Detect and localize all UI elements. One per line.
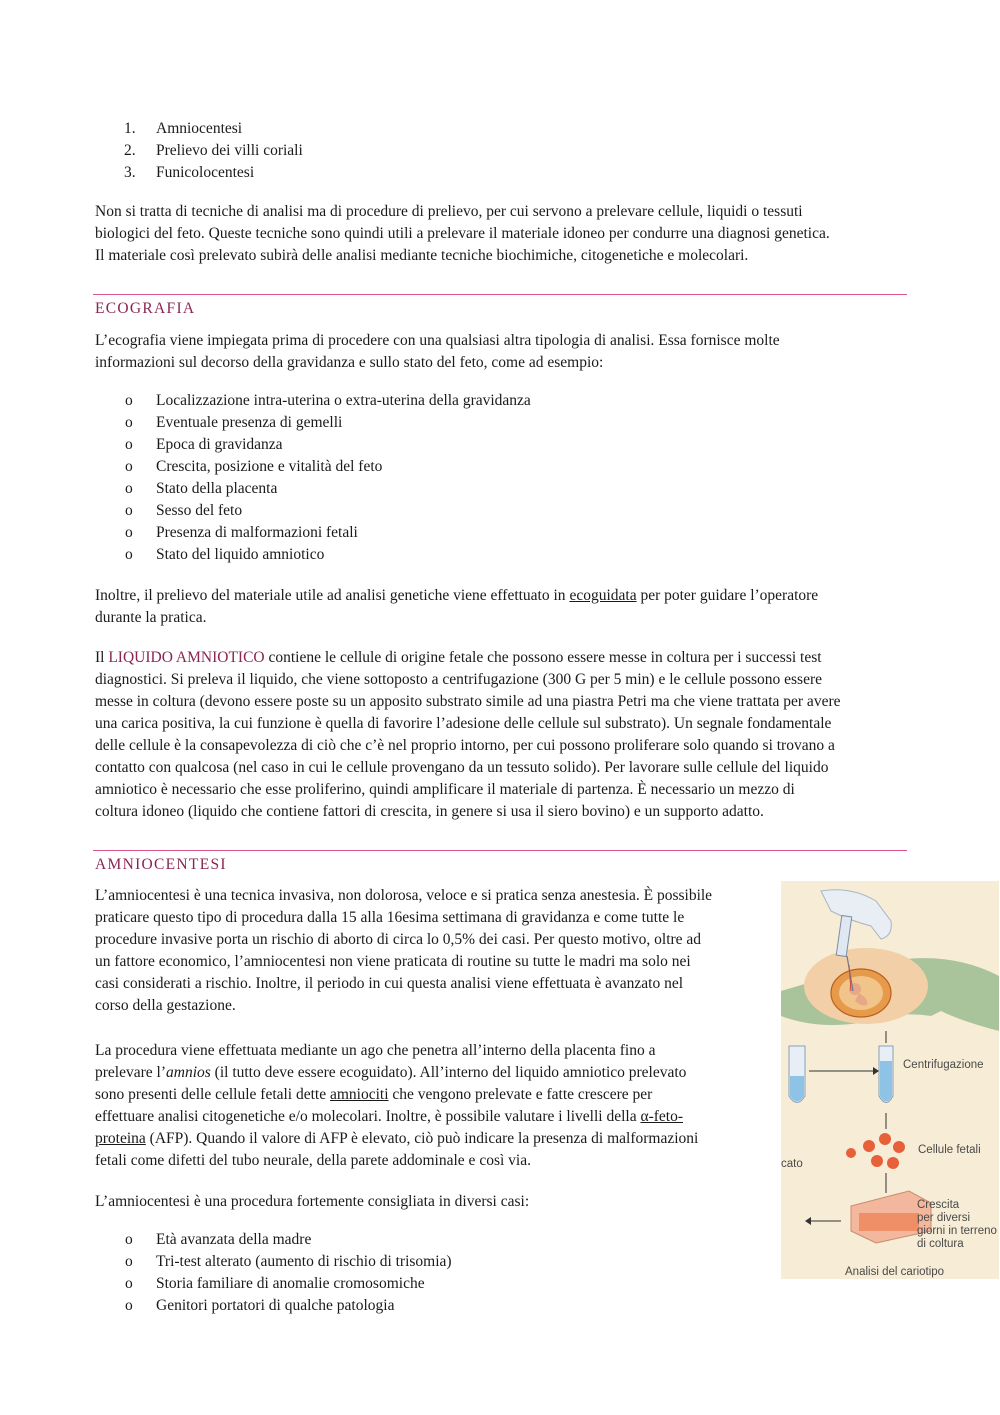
bullet-marker: o [125, 524, 133, 541]
bullet-marker: o [125, 436, 133, 453]
text-line: L’amniocentesi è una tecnica invasiva, non dolorosa, veloce e si pratica senza anestesia. È possibile [95, 887, 713, 904]
fetal-cell-shape [879, 1133, 891, 1145]
list-number: 2. [124, 142, 136, 159]
fetal-cell-shape [846, 1148, 856, 1158]
ecoguidata-paragraph: Inoltre, il prelievo del materiale utile ad analisi genetiche viene effettuato in ecoguidata per poter guidare l’operatore durante la pratica. [95, 587, 819, 626]
section-divider [93, 850, 907, 851]
amniocentesis-illustration [781, 881, 999, 1279]
bullet-marker: o [125, 1297, 133, 1314]
list-number: 3. [124, 164, 136, 181]
bullet-marker: o [125, 546, 133, 563]
bullet-marker: o [125, 1253, 133, 1270]
section-divider [93, 294, 907, 295]
bullet-marker: o [125, 392, 133, 409]
liquido-amniotico-paragraph: Il LIQUIDO AMNIOTICO contiene le cellule di origine fetale che possono essere messe in coltura per i successi test diagnostici. Si preleva il liquido, che viene sottoposto a centrifugazione (300 G per 5 min) e le cellule possono essere messe in coltura (devono essere poste su un apposito substrato simile ad una piastra Petri ma che viene trattata per avere una carica positiva, la cui funzione è quella di favorire l’adesione delle cellule sul substrato). Un segnale fondamentale delle cellule è la consapevolezza di ciò che c’è nel proprio intorno, per cui possono proliferare solo quando si trovano a contatto con qualcosa (nel caso in cui le cellule provengano da un tessuto solido). Per lavorare sulle cellule del liquido amniotico è necessario che esse proliferino, quindi amplificare il materiale di partenza. È necessario un mezzo di coltura idoneo (liquido che contiene fattori di crescita, in genere si usa il siero bovino) e un supporto adatto. [95, 647, 840, 823]
test-tube-1-liquid [790, 1076, 804, 1102]
amniocentesi-paragraph-2: La procedura viene effettuata mediante un ago che penetra all’interno della placenta fino a prelevare l’amnios (il tutto deve essere ecoguidato). All’interno del liquido amniotico prelevato sono presenti delle cellule fetali dette amniociti che vengono prelevate e fatte crescere per effettuare analisi citogenetiche e/o molecolari. Inoltre, è possibile valutare i livelli della α-feto- proteina (AFP). Quando il valore di AFP è elevato, ciò può indicare la presenza di malformazioni fetali come difetti del tubo neurale, della parete addominale e così via. [95, 1042, 699, 1169]
text-line: messe in coltura (devono essere poste su un apposito substrato simile ad una piastra Petri ma che viene trattata per avere [95, 693, 841, 710]
growth-label-line-4: di coltura [917, 1238, 964, 1250]
amniocentesi-heading: AMNIOCENTESI [95, 856, 227, 873]
text-line: delle cellule è la consapevolezza di ciò che c’è nel proprio intorno, per cui possono proliferare solo quando si trovano a [95, 737, 835, 754]
bullet-marker: o [125, 1231, 133, 1248]
list-item-label: Stato della placenta [156, 480, 278, 497]
bullet-marker: o [125, 502, 133, 519]
flow-arrow-1-head [873, 1067, 879, 1075]
list-item-label: Epoca di gravidanza [156, 436, 283, 453]
growth-label-line-3: giorni in terreno [917, 1225, 997, 1237]
centrifuge-label: Centrifugazione [903, 1059, 984, 1071]
text-line: procedure invasive porta un rischio di aborto di circa lo 0,5% dei casi. Per questo motivo, oltre ad [95, 931, 702, 948]
ecoguidata-link[interactable]: ecoguidata [569, 587, 637, 604]
karyotype-label: Analisi del cariotipo [845, 1266, 945, 1278]
ecografia-intro-paragraph [95, 330, 780, 374]
bullet-marker: o [125, 414, 133, 431]
cut-label: cato [781, 1158, 803, 1170]
text-line: corso della gestazione. [95, 997, 236, 1014]
list-item-label: Genitori portatori di qualche patologia [156, 1297, 395, 1314]
list-item-label: Prelievo dei villi coriali [156, 142, 303, 159]
text-line: informazioni sul decorso della gravidanza e sullo stato del feto, come ad esempio: [95, 354, 604, 371]
text-line: coltura idoneo (liquido che contiene fattori di crescita, in genere si usa il siero bovino) e un supporto adatto. [95, 803, 764, 820]
list-item-label: Amniocentesi [156, 120, 243, 137]
text-line: un fattore economico, l’amniocentesi non viene praticata di routine su tutte le madri ma solo nei [95, 953, 691, 970]
culture-medium-shape [859, 1213, 919, 1231]
fetal-cell-shape [893, 1141, 905, 1153]
list-item-label: Età avanzata della madre [156, 1231, 312, 1248]
intro-paragraph [95, 201, 830, 267]
test-tube-2-liquid [880, 1061, 892, 1102]
text-line: amniotico è necessario che esse proliferino, quindi amplificare il materiale di partenza. È necessario un mezzo di [95, 781, 795, 798]
text-line: praticare questo tipo di procedura dalla 15 alla 16esima settimana di gravidanza e come tutte le [95, 909, 685, 926]
text-line: contatto con qualcosa (nel caso in cui le cellule provengano da un tessuto solido). Per lavorare sulle cellule del liquido [95, 759, 829, 776]
growth-label-line-1: Crescita [917, 1199, 960, 1211]
flow-arrow-5-head [805, 1217, 811, 1225]
amnios-term: amnios [166, 1064, 211, 1081]
list-item-label: Presenza di malformazioni fetali [156, 524, 358, 541]
text-line: una carica positiva, la cui funzione è quella di favorire l’adesione delle cellule sul substrato). Un segnale fondamentale [95, 715, 832, 732]
growth-label-line-2: per diversi [917, 1212, 971, 1224]
afp-link[interactable]: α-feto- [640, 1108, 683, 1125]
list-item-label: Tri-test alterato (aumento di rischio di trisomia) [156, 1253, 452, 1270]
amniocentesi-paragraph-3: L’amniocentesi è una procedura fortemente consigliata in diversi casi: [95, 1193, 530, 1210]
list-item-label: Localizzazione intra-uterina o extra-uterina della gravidanza [156, 392, 531, 409]
text-line: L’ecografia viene impiegata prima di procedere con una qualsiasi altra tipologia di analisi. Essa fornisce molte [95, 332, 780, 349]
text-line: Non si tratta di tecniche di analisi ma di procedure di prelievo, per cui servono a prelevare cellule, liquidi o tessuti [95, 203, 803, 220]
gloved-hand-shape [821, 890, 891, 939]
list-item-label: Crescita, posizione e vitalità del feto [156, 458, 383, 475]
text-line: biologici del feto. Queste tecniche sono quindi utili a prelevare il materiale idoneo per condurre una diagnosi genetica. [95, 225, 830, 242]
list-item-label: Stato del liquido amniotico [156, 546, 325, 563]
list-item-label: Funicolocentesi [156, 164, 255, 181]
amniocentesi-paragraph-1 [95, 885, 712, 1017]
text-line: Il materiale così prelevato subirà delle analisi mediante tecniche biochimiche, citogenetiche e molecolari. [95, 247, 749, 264]
list-item-label: Sesso del feto [156, 502, 243, 519]
text-line: diagnostici. Si preleva il liquido, che viene sottoposto a centrifugazione (300 G per 5 min) e le cellule possono essere [95, 671, 823, 688]
bullet-marker: o [125, 480, 133, 497]
fetal-cell-shape [887, 1157, 899, 1169]
amniocentesis-diagram [781, 881, 999, 1279]
fetal-cell-shape [863, 1140, 875, 1152]
liquido-amniotico-term: LIQUIDO AMNIOTICO [108, 649, 265, 666]
amniociti-link[interactable]: amniociti [330, 1086, 389, 1103]
bullet-marker: o [125, 458, 133, 475]
bullet-marker: o [125, 1275, 133, 1292]
afp-link-continued[interactable]: proteina [95, 1130, 146, 1147]
fetal-cells-label: Cellule fetali [918, 1144, 981, 1156]
fetal-cell-shape [871, 1155, 883, 1167]
list-item-label: Eventuale presenza di gemelli [156, 414, 343, 431]
list-item-label: Storia familiare di anomalie cromosomiche [156, 1275, 425, 1292]
text-line: casi considerati a rischio. Inoltre, il periodo in cui questa analisi viene effettuata è avanzato nel [95, 975, 684, 992]
ecografia-heading: ECOGRAFIA [95, 300, 196, 317]
list-number: 1. [124, 120, 136, 137]
